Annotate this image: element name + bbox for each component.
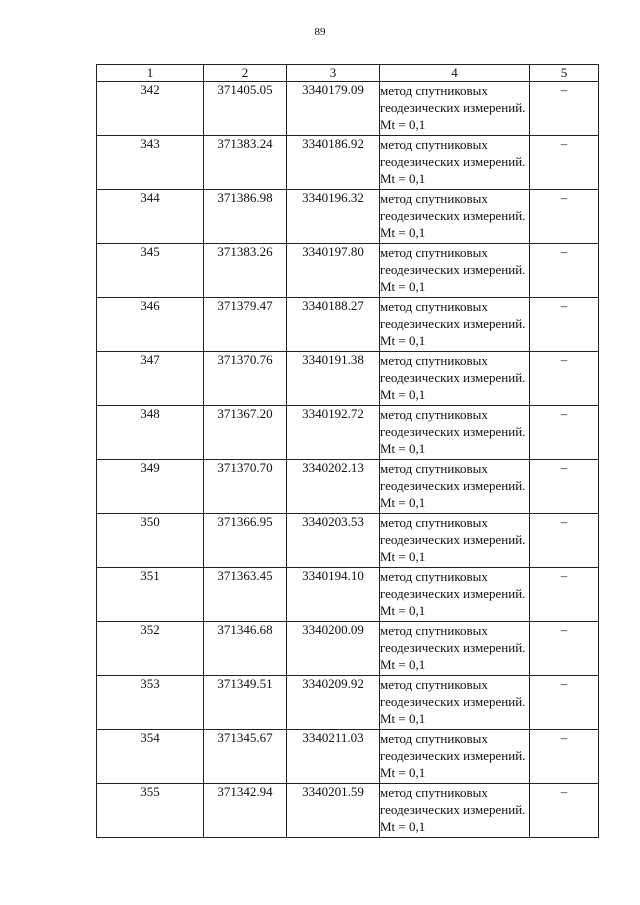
point-number-cell: 349 (97, 460, 204, 514)
y-coordinate-cell: 3340202.13 (287, 460, 380, 514)
page-number: 89 (314, 26, 326, 38)
table-row (97, 190, 530, 244)
method-cell: метод спутниковых геодезических измерений. Mt = 0,1 (380, 406, 530, 460)
table-row (97, 460, 530, 514)
header-col-5: 5 (530, 65, 599, 82)
x-coordinate-cell: 371379.47 (204, 298, 287, 352)
y-coordinate-cell: 3340196.32 (287, 190, 380, 244)
table-row-col5 (530, 676, 599, 730)
point-number-cell: 351 (97, 568, 204, 622)
y-coordinate-cell: 3340179.09 (287, 82, 380, 136)
x-coordinate-cell: 371345.67 (204, 730, 287, 784)
y-coordinate-cell: 3340211.03 (287, 730, 380, 784)
table-row-col5 (530, 514, 599, 568)
x-coordinate-cell: 371367.20 (204, 406, 287, 460)
table-header-row (97, 65, 530, 82)
y-coordinate-cell: 3340191.38 (287, 352, 380, 406)
y-coordinate-cell: 3340186.92 (287, 136, 380, 190)
point-number-cell: 353 (97, 676, 204, 730)
table-row (97, 784, 530, 838)
y-coordinate-cell: 3340203.53 (287, 514, 380, 568)
col5-cell: – (530, 730, 599, 784)
table-row-col5 (530, 622, 599, 676)
x-coordinate-cell: 371349.51 (204, 676, 287, 730)
method-cell: метод спутниковых геодезических измерений. Mt = 0,1 (380, 298, 530, 352)
x-coordinate-cell: 371370.70 (204, 460, 287, 514)
col5-cell: – (530, 622, 599, 676)
table-row-col5 (530, 352, 599, 406)
table-row-col5 (530, 136, 599, 190)
col5-cell: – (530, 568, 599, 622)
y-coordinate-cell: 3340201.59 (287, 784, 380, 838)
y-coordinate-cell: 3340188.27 (287, 298, 380, 352)
col5-cell: – (530, 244, 599, 298)
y-coordinate-cell: 3340209.92 (287, 676, 380, 730)
table-header-row-col5 (530, 65, 599, 82)
y-coordinate-cell: 3340194.10 (287, 568, 380, 622)
method-cell: метод спутниковых геодезических измерений. Mt = 0,1 (380, 622, 530, 676)
point-number-cell: 352 (97, 622, 204, 676)
col5-cell: – (530, 190, 599, 244)
method-cell: метод спутниковых геодезических измерений. Mt = 0,1 (380, 676, 530, 730)
x-coordinate-cell: 371383.24 (204, 136, 287, 190)
method-cell: метод спутниковых геодезических измерений. Mt = 0,1 (380, 460, 530, 514)
header-col-2: 2 (204, 65, 287, 82)
col5-cell: – (530, 136, 599, 190)
col5-cell: – (530, 352, 599, 406)
table-row (97, 82, 530, 136)
method-cell: метод спутниковых геодезических измерений. Mt = 0,1 (380, 514, 530, 568)
method-cell: метод спутниковых геодезических измерений. Mt = 0,1 (380, 82, 530, 136)
x-coordinate-cell: 371370.76 (204, 352, 287, 406)
col5-cell: – (530, 406, 599, 460)
method-cell: метод спутниковых геодезических измерений. Mt = 0,1 (380, 730, 530, 784)
x-coordinate-cell: 371342.94 (204, 784, 287, 838)
point-number-cell: 347 (97, 352, 204, 406)
x-coordinate-cell: 371366.95 (204, 514, 287, 568)
table-row (97, 730, 530, 784)
table-row-col5 (530, 406, 599, 460)
x-coordinate-cell: 371405.05 (204, 82, 287, 136)
table-row (97, 244, 530, 298)
y-coordinate-cell: 3340197.80 (287, 244, 380, 298)
table-row-col5 (530, 460, 599, 514)
x-coordinate-cell: 371383.26 (204, 244, 287, 298)
table-row-col5 (530, 244, 599, 298)
point-number-cell: 343 (97, 136, 204, 190)
header-col-3: 3 (287, 65, 380, 82)
table-row (97, 514, 530, 568)
method-cell: метод спутниковых геодезических измерений. Mt = 0,1 (380, 136, 530, 190)
table-row (97, 568, 530, 622)
y-coordinate-cell: 3340200.09 (287, 622, 380, 676)
y-coordinate-cell: 3340192.72 (287, 406, 380, 460)
coordinates-table-col5 (529, 64, 599, 838)
table-row-col5 (530, 784, 599, 838)
point-number-cell: 350 (97, 514, 204, 568)
method-cell: метод спутниковых геодезических измерений. Mt = 0,1 (380, 784, 530, 838)
point-number-cell: 342 (97, 82, 204, 136)
col5-cell: – (530, 784, 599, 838)
table-row (97, 298, 530, 352)
table-row (97, 622, 530, 676)
table-row-col5 (530, 298, 599, 352)
col5-cell: – (530, 460, 599, 514)
x-coordinate-cell: 371386.98 (204, 190, 287, 244)
point-number-cell: 354 (97, 730, 204, 784)
table-row (97, 676, 530, 730)
x-coordinate-cell: 371363.45 (204, 568, 287, 622)
point-number-cell: 355 (97, 784, 204, 838)
point-number-cell: 345 (97, 244, 204, 298)
table-row (97, 136, 530, 190)
point-number-cell: 346 (97, 298, 204, 352)
table-row (97, 406, 530, 460)
table-row-col5 (530, 730, 599, 784)
method-cell: метод спутниковых геодезических измерений. Mt = 0,1 (380, 568, 530, 622)
point-number-cell: 344 (97, 190, 204, 244)
col5-cell: – (530, 82, 599, 136)
method-cell: метод спутниковых геодезических измерений. Mt = 0,1 (380, 190, 530, 244)
header-col-4: 4 (380, 65, 530, 82)
method-cell: метод спутниковых геодезических измерений. Mt = 0,1 (380, 244, 530, 298)
col5-cell: – (530, 514, 599, 568)
col5-cell: – (530, 676, 599, 730)
table-row (97, 352, 530, 406)
header-col-1: 1 (97, 65, 204, 82)
table-row-col5 (530, 190, 599, 244)
table-row-col5 (530, 568, 599, 622)
col5-cell: – (530, 298, 599, 352)
point-number-cell: 348 (97, 406, 204, 460)
x-coordinate-cell: 371346.68 (204, 622, 287, 676)
method-cell: метод спутниковых геодезических измерений. Mt = 0,1 (380, 352, 530, 406)
table-row-col5 (530, 82, 599, 136)
coordinates-table (96, 64, 530, 838)
